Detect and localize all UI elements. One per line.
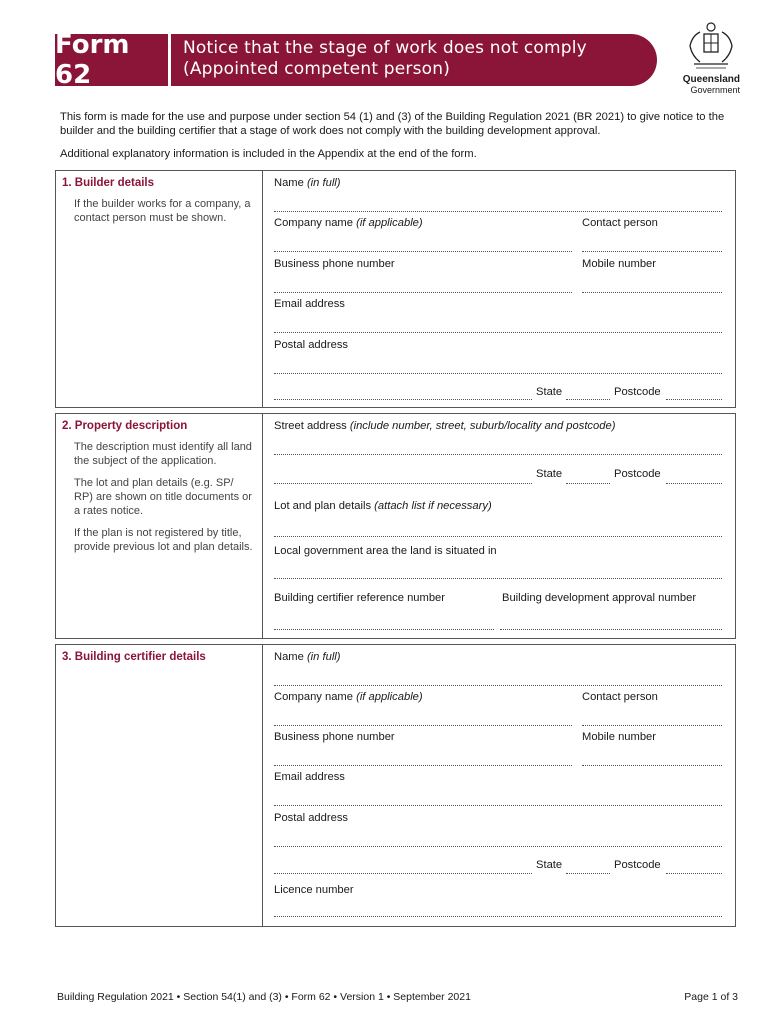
builder-contact-label: Contact person <box>582 217 658 229</box>
certifier-contact-label: Contact person <box>582 691 658 703</box>
logo-subname: Government <box>690 85 740 95</box>
intro-text <box>60 110 730 170</box>
certifier-state-label: State <box>536 859 563 871</box>
builder-phone-label: Business phone number <box>274 258 395 270</box>
section-2-note-1: The description must identify all land the subject of the application. <box>74 441 252 467</box>
property-postcode-label: Postcode <box>614 468 661 480</box>
builder-postcode-field[interactable] <box>666 399 722 400</box>
intro-paragraph-2: Additional explanatory information is included in the Appendix at the end of the form. <box>60 148 477 160</box>
section-3-sidebar <box>56 645 263 926</box>
certifier-company-label: Company name (if applicable) <box>274 691 423 703</box>
page-footer <box>57 991 738 1003</box>
section-2-sidebar <box>56 414 263 638</box>
certifier-postcode-label: Postcode <box>614 859 661 871</box>
street-address-label: Street address (include number, street, suburb/locality and postcode) <box>274 420 616 432</box>
section-1-title: 1. Builder details <box>62 177 155 189</box>
licence-number-field[interactable] <box>274 916 722 917</box>
certifier-name-label: Name (in full) <box>274 651 341 663</box>
logo-name: Queensland <box>682 74 740 85</box>
form-title-line2: (Appointed competent person) <box>183 59 451 79</box>
section-1-sidebar <box>56 171 263 407</box>
certifier-mobile-field[interactable] <box>582 765 722 766</box>
certifier-email-field[interactable] <box>274 805 722 806</box>
builder-mobile-field[interactable] <box>582 292 722 293</box>
builder-mobile-label: Mobile number <box>582 258 656 270</box>
lot-plan-label: Lot and plan details (attach list if necessary) <box>274 500 492 512</box>
property-postcode-field[interactable] <box>666 483 722 484</box>
builder-phone-field[interactable] <box>274 292 572 293</box>
section-1-note: If the builder works for a company, a contact person must be shown. <box>74 198 251 224</box>
section-builder-details <box>55 170 736 408</box>
certifier-name-field[interactable] <box>274 685 722 686</box>
builder-state-label: State <box>536 386 563 398</box>
intro-paragraph-1: This form is made for the use and purpose under section 54 (1) and (3) of the Building Regulation 2021 (BR 2021) to give notice to the builder and the building certifier that a stage of work does not comply with the building development approval. <box>60 111 725 137</box>
footer-citation: Building Regulation 2021 • Section 54(1) and (3) • Form 62 • Version 1 • September 2021 <box>57 991 471 1003</box>
certifier-reference-field[interactable] <box>274 629 494 630</box>
builder-postal-field-2[interactable] <box>274 399 532 400</box>
certifier-postal-field[interactable] <box>274 846 722 847</box>
certifier-contact-field[interactable] <box>582 725 722 726</box>
builder-company-field[interactable] <box>274 251 572 252</box>
lot-plan-field[interactable] <box>274 536 722 537</box>
form-number-badge: Form 62 <box>55 34 168 86</box>
form-title-line1: Notice that the stage of work does not comply <box>183 38 587 58</box>
certifier-phone-label: Business phone number <box>274 731 395 743</box>
form-title <box>171 34 657 86</box>
property-state-label: State <box>536 468 563 480</box>
certifier-mobile-label: Mobile number <box>582 731 656 743</box>
section-2-note-2: The lot and plan details (e.g. SP/ RP) are shown on title documents or a rates notice. <box>74 477 252 517</box>
approval-number-field[interactable] <box>500 629 722 630</box>
builder-email-field[interactable] <box>274 332 722 333</box>
licence-number-label: Licence number <box>274 884 354 896</box>
government-logo <box>682 18 740 94</box>
builder-state-field[interactable] <box>566 399 610 400</box>
queensland-crest-icon <box>682 18 740 74</box>
section-property-description <box>55 413 736 639</box>
street-address-field-2[interactable] <box>274 483 532 484</box>
page-number: Page 1 of 3 <box>684 991 738 1003</box>
section-3-title: 3. Building certifier details <box>62 651 206 663</box>
certifier-phone-field[interactable] <box>274 765 572 766</box>
builder-postal-label: Postal address <box>274 339 349 351</box>
certifier-postcode-field[interactable] <box>666 873 722 874</box>
certifier-company-field[interactable] <box>274 725 572 726</box>
street-address-field[interactable] <box>274 454 722 455</box>
builder-name-label: Name (in full) <box>274 177 341 189</box>
certifier-reference-label: Building certifier reference number <box>274 592 446 604</box>
certifier-email-label: Email address <box>274 771 345 783</box>
builder-company-label: Company name (if applicable) <box>274 217 423 229</box>
lga-field[interactable] <box>274 578 722 579</box>
certifier-postal-label: Postal address <box>274 812 349 824</box>
builder-contact-field[interactable] <box>582 251 722 252</box>
builder-postcode-label: Postcode <box>614 386 661 398</box>
builder-email-label: Email address <box>274 298 345 310</box>
certifier-state-field[interactable] <box>566 873 610 874</box>
section-building-certifier-details <box>55 644 736 927</box>
lga-label: Local government area the land is situated in <box>274 545 497 557</box>
section-2-note-3: If the plan is not registered by title, provide previous lot and plan details. <box>74 527 253 553</box>
section-2-title: 2. Property description <box>62 420 188 432</box>
property-state-field[interactable] <box>566 483 610 484</box>
builder-postal-field[interactable] <box>274 373 722 374</box>
certifier-postal-field-2[interactable] <box>274 873 532 874</box>
builder-name-field[interactable] <box>274 211 722 212</box>
approval-number-label: Building development approval number <box>502 592 697 604</box>
